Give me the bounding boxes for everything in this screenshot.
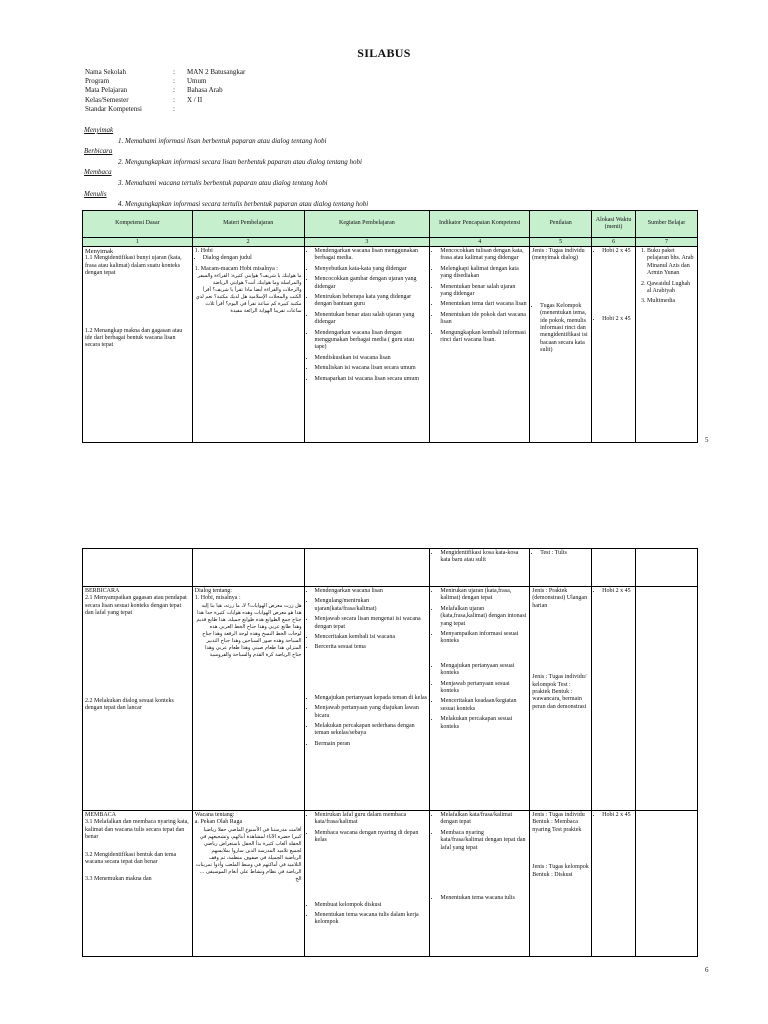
indikator-cell — [430, 549, 530, 587]
indikator-item: • Menentukan ide pokok dari wacana lisan — [440, 312, 527, 327]
indikator-item: • Menceritakan keadaan/kegiatan sesuai konteks — [440, 698, 527, 713]
table-header-row — [83, 211, 698, 238]
penilaian-text: Jenis : Tugas kelompok Bentuk : Diskusi — [532, 864, 589, 878]
kd-item: 2.2 Melakukan dialog sesuai konteks dengan tepat dan lancar — [85, 697, 174, 712]
indikator-item: • Menirukan ujaran (kata,frasa, kalimat) dengan tepat — [440, 588, 527, 603]
penilaian-text: • Tugas Kelompok (menentukan tema, ide pokok, menulis informasi rinci dan mengidentifikasi isi bacaan secara kata sulit) — [540, 303, 589, 355]
materi-cell — [192, 587, 304, 811]
materi-arabic-text: ما هوايتك يا شريف؟ هوايتي كثيرة: القراءة والسفر والمراسلة وما هوايتك أنت؟ هوايتي الرياضة والرحلات والقراءة أيضا ماذا تقرأ يا شريف؟ أقرأ الكتب والمجلات الإسلامية هل لديك مكتبة؟ نعم لدي مكتبة كبيرة كم ساعة تقرأ في اليوم؟ أقرأ ثلاث ساعات تقريبا الهواية الرائعة مفيدة — [195, 273, 302, 315]
materi-sub: 1. Hobi, misalnya : — [194, 595, 241, 602]
identity-value: Umum — [187, 77, 207, 86]
header-penilaian: Penilaian — [530, 211, 592, 238]
kegiatan-item: • Membuat kelompok diskusi — [315, 902, 428, 909]
competency-category: Membaca — [84, 168, 112, 177]
alokasi-text: • Hobi 2 x 45 — [602, 812, 633, 819]
indikator-cell — [430, 811, 530, 957]
col-number: 2 — [192, 238, 304, 247]
alokasi-text: • Hobi 2 x 45 — [602, 248, 633, 255]
syllabus-table-page-2 — [82, 548, 698, 957]
kegiatan-item: • Menirukan lafal guru dalam membaca kata/frasa/kalimat — [315, 812, 428, 827]
kegiatan-item: • Mendiskusikan isi wacana lisan — [315, 355, 428, 362]
indikator-item: • Menentukan benar salah ujaran yang didengar — [440, 284, 527, 299]
identity-colon: : — [173, 95, 175, 104]
header-kompetensi-dasar: Kompetensi Dasar — [83, 211, 193, 238]
alokasi-cell — [592, 811, 636, 957]
header-kegiatan: Kegiatan Pembelajaran — [304, 211, 430, 238]
table-row — [83, 587, 698, 811]
kegiatan-item: • Mengajukan pertanyaan kepada teman di kelas — [315, 695, 428, 702]
indikator-item: • Melafalkan kata/frasa/kalimat dengan tepat — [440, 812, 527, 827]
indikator-item: • Melengkapi kalimat dengan kata yang disediakan — [440, 266, 527, 281]
kegiatan-item: • Melakukan percakapan sederhana dengan teman sekelas/sebaya — [315, 723, 428, 738]
alokasi-cell — [592, 549, 636, 587]
indikator-item: • Mengungkapkan kembali informasi rinci dari wacana lisan. — [440, 330, 527, 345]
identity-key: Mata Pelajaran — [85, 86, 128, 95]
kegiatan-item: • Menuliskan isi wacana lisan secara umum — [315, 365, 428, 372]
kd-item: 1.1 Mengidentifikasi bunyi ujaran (kata, frasa atau kalimat) dalam suatu konteks dengan tepat — [85, 255, 182, 277]
alokasi-cell — [592, 247, 636, 443]
kegiatan-item: • Mendengarkan wacana lisan menggunakan berbagai media. — [315, 248, 428, 263]
penilaian-text: Jenis : Praktek (demonstrasi) Ulangan harian — [532, 588, 588, 609]
identity-row — [85, 77, 245, 86]
kegiatan-cell — [304, 247, 430, 443]
materi-cell — [192, 247, 304, 443]
indikator-item: • Menyampaikan informasi sesuai konteks — [440, 631, 527, 646]
kegiatan-item: • Mendengarkan wacana lisan dengan menggunakan berbagai media ( guru atau tape) — [315, 330, 428, 352]
col-number: 6 — [592, 238, 636, 247]
penilaian-text: • Test : Tulis — [540, 550, 589, 557]
competency-category: Menulis — [84, 189, 107, 198]
header-sumber: Sumber Belajar — [636, 211, 698, 238]
kegiatan-cell — [304, 587, 430, 811]
materi-title: Dialog tentang: — [194, 588, 232, 594]
kegiatan-item: • Menceritakan kembali isi wacana — [315, 634, 428, 641]
kd-item: 1.2 Menangkap makna dan gagasan atau ide dari berbagai bentuk wacana lisan secara tepat — [85, 327, 183, 349]
identity-colon: : — [173, 68, 175, 76]
table-row — [83, 247, 698, 443]
kegiatan-item: • Menirukan beberapa kata yang didengar dengan bantuan guru — [315, 294, 428, 309]
penilaian-cell — [530, 247, 592, 443]
penilaian-text: Jenis : Tugas individu Bentuk : Membaca nyaring Test praktek — [532, 812, 585, 833]
materi-title: 1. Hobi — [194, 248, 213, 254]
identity-key: Kelas/Semester — [85, 95, 129, 104]
kegiatan-item: • Bercerita sesuai tema — [315, 644, 428, 651]
identity-key: Program — [85, 77, 110, 86]
header-alokasi: Alokasi Waktu (menit) — [592, 211, 636, 238]
kd-heading: Menyimak — [85, 248, 114, 255]
materi-cell — [192, 811, 304, 957]
materi-sub: a. Pekan Olah Raga — [194, 819, 243, 826]
header-indikator: Indikator Pencapaian Kompetensi — [430, 211, 530, 238]
kegiatan-item: • Menentukan tema wacana tulis dalam kerja kelompok — [315, 912, 428, 927]
kd-heading: BERBICARA — [85, 588, 120, 594]
identity-block — [85, 68, 245, 114]
competency-standards — [84, 125, 684, 210]
kd-cell — [83, 587, 193, 811]
kegiatan-item: • Membaca wacana dengan nyaring di depan kelas — [315, 830, 428, 845]
competency-text: 3. Memahami wacana tertulis berbentuk paparan atau dialog tentang hobi — [118, 178, 328, 187]
kegiatan-item: • Mendengarkan wacana lisan — [315, 588, 428, 595]
kegiatan-item: • Menentukan benar atau salah ujaran yang didengar — [315, 312, 428, 327]
sumber-cell — [636, 811, 698, 957]
page-title: SILABUS — [357, 46, 411, 60]
competency-text: 4. Mengungkapkan informasi secara tertulis berbentuk paparan atau dialog tentang hobi — [118, 200, 369, 209]
identity-colon: : — [173, 104, 175, 113]
alokasi-text: • Hobi 2 x 45 — [602, 588, 633, 595]
sumber-cell — [636, 587, 698, 811]
kd-cell — [83, 549, 193, 587]
sumber-item: 1. Buku paket pelajaran bhs. Arab Minanul Azis dan Armin Yunan — [647, 248, 695, 278]
column-number-row — [83, 238, 698, 247]
col-number: 4 — [430, 238, 530, 247]
col-number: 3 — [304, 238, 430, 247]
sumber-item: 3. Multimedia — [647, 298, 695, 305]
materi-cell — [192, 549, 304, 587]
identity-key: Nama Sekolah — [85, 68, 127, 76]
identity-key: Standar Kompetensi — [85, 104, 142, 113]
penilaian-cell — [530, 549, 592, 587]
kegiatan-item: • Menyebutkan kata-kata yang didengar — [315, 266, 428, 273]
identity-row — [85, 68, 245, 77]
identity-colon: : — [173, 77, 175, 86]
indikator-item: • Melakukan percakapan sesuai konteks — [440, 716, 527, 731]
competency-text: 1. Memahami informasi lisan berbentuk paparan atau dialog tentang hobi — [118, 136, 327, 145]
kegiatan-cell — [304, 811, 430, 957]
penilaian-cell — [530, 587, 592, 811]
penilaian-cell — [530, 811, 592, 957]
col-number: 5 — [530, 238, 592, 247]
indikator-item: • Menjawab pertanyaan sesuai konteks — [440, 681, 527, 696]
competency-category: Berbicara — [84, 147, 113, 156]
kd-item: 3.2 Mengidentifikasi bentuk dan tema wacana secara tepat dan benar — [85, 851, 177, 866]
kegiatan-item: • Mencocokkan gambar dengan ujaran yang didengar — [315, 276, 428, 291]
competency-category: Menyimak — [84, 126, 114, 134]
indikator-item: • Melafalkan ujaran (kata,frasa,kalimat) dengan intonasi yang tepat — [440, 606, 527, 628]
kegiatan-item: • Menjawab pertanyaan yang diajukan lawan bicara — [315, 705, 428, 720]
competency-text: 2. Mengungkapkan informasi secara lisan berbentuk paparan atau dialog tentang hobi — [118, 157, 363, 166]
kegiatan-cell — [304, 549, 430, 587]
indikator-item: • Membaca nyaring kata/frasa/kalimat dengan tepat dan lafal yang tepat — [440, 830, 527, 852]
materi-sub: 1. Macam-macam Hobi misalnya : — [194, 265, 278, 272]
identity-value: Bahasa Arab — [187, 86, 223, 95]
indikator-item: • Menentukan tema wacana tulis — [440, 895, 527, 902]
col-number: 7 — [636, 238, 698, 247]
materi-bullet: • Dialog dengan judul — [203, 255, 302, 262]
materi-title: Wacana tentang: — [194, 812, 235, 818]
identity-row — [85, 86, 245, 95]
indikator-item: • Mengidentifikasi kosa kata-kosa kata baru atau sulit — [440, 550, 527, 565]
sumber-cell — [636, 247, 698, 443]
kd-heading: MEMBACA — [85, 812, 117, 818]
penilaian-text: Jenis : Tugas individu/ kelompok Test : praktek Bentuk : wawancara, bermain peran dan demonstrasi — [532, 674, 587, 710]
kegiatan-item: • Memaparkan isi wacana lisan secara umum — [315, 376, 428, 383]
indikator-item: • Menentukan tema dari wacana lisan — [440, 301, 527, 308]
identity-value: X / II — [187, 95, 203, 104]
header-materi: Materi Pembelajaran — [192, 211, 304, 238]
kegiatan-item: • Menjawab secara lisan mengenai isi wacana dengan tepat — [315, 616, 428, 631]
alokasi-text: • Hobi 2 x 45 — [602, 316, 633, 323]
indikator-item: • Mengajukan pertanyaan sesuai konteks — [440, 663, 527, 678]
page-number: 5 — [705, 436, 709, 444]
table-row — [83, 549, 698, 587]
kd-cell — [83, 247, 193, 443]
table-row — [83, 811, 698, 957]
indikator-item: • Mencocokkan tulisan dengan kata, frasa atau kalimat yang didengar — [440, 248, 527, 263]
kd-cell — [83, 811, 193, 957]
syllabus-table-page-1 — [82, 210, 698, 443]
identity-value: MAN 2 Batusangkar — [187, 68, 246, 76]
identity-colon: : — [173, 86, 175, 95]
kd-item: 3.3 Menemukan makna dan — [85, 876, 152, 883]
kd-item: 3.1 Melafalkan dan membaca nyaring kata, kalimat dan wacana tulis secara tepat dan benar — [85, 819, 189, 841]
kegiatan-item: • Mengulang/menirukan ujaran(kata/frasa/kalimat) — [315, 598, 428, 613]
col-number: 1 — [83, 238, 193, 247]
identity-row — [85, 105, 245, 114]
indikator-cell — [430, 587, 530, 811]
kd-item: 2.1 Menyampaikan gagasan atau pendapat secara lisan sesuai konteks dengan tepat dan lafal yang tepat — [85, 595, 187, 617]
kegiatan-item: • Bermain peran — [315, 741, 428, 748]
penilaian-text: Jenis : Tugas individu (menyimak dialog) — [532, 248, 585, 262]
sumber-cell — [636, 549, 698, 587]
alokasi-cell — [592, 587, 636, 811]
indikator-cell — [430, 247, 530, 443]
page-number: 6 — [705, 966, 709, 974]
materi-arabic-text: أقامت مدرستنا في الأسبوع الماضي حفلا رياضيا كبيرا حضره الآباء لمشاهدة أبنائهم، وتشجيعهم في الحفلة ألعاب كثيرة بدأ الحفل باستعراض رياضي لجميع تلاميذ المدرسة الذين ساروا بملابسهم الرياضية الجميلة في صفوف منظمة، ثم وقف التلاميذ في أماكنهم في وسط الملعب وأدوا تمرينات الرياضة في نظام ونشاط على أنغام الموسيقى ... الخ — [195, 826, 302, 882]
sumber-item: 2. Qawaidul Lughah al Arabiyah — [647, 281, 695, 296]
materi-arabic-text: هل زرت معرض الهوايات؟ لا، ما زرته، هيا بنا إليه هذا هو معرض الهوايات وهذه هوايات كثيرة جدا هذا جناح جمع الطوابع هذه طوابع جميلة، هذا طابع قديم وهذا طابع عربي وهذا جناح الخط العربي هذه لوحات الخط النسخ وهذه لوحة الرقعة وهذا جناح السباحة وهذه صور السباحين وهذا جناح التدبير المنزلي هذا طعام صيني وهذا طعام عربي وهذا جناح الرياضة كرة القدم والسباحة والفروسية — [196, 602, 302, 658]
identity-row — [85, 96, 245, 105]
